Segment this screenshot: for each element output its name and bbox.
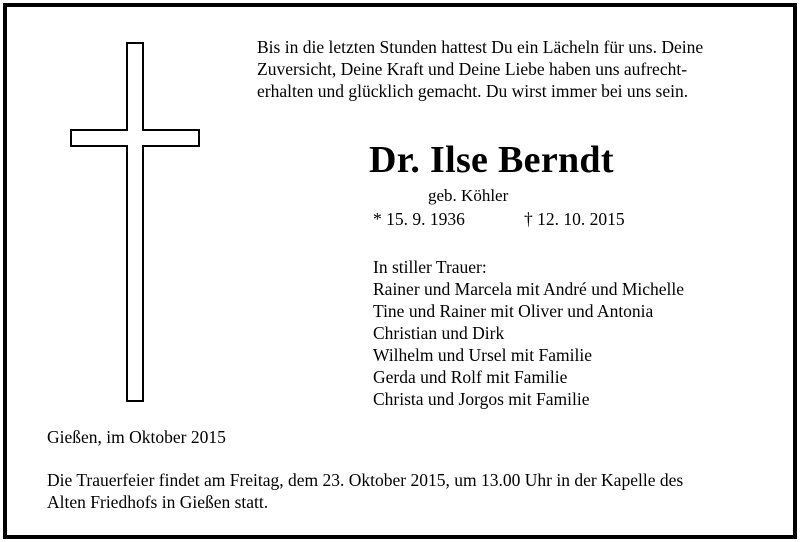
maiden-name: geb. Köhler (428, 186, 509, 205)
mourners-list (373, 256, 684, 410)
verse-line: erhalten und glücklich gemacht. Du wirst immer bei uns sein. (257, 81, 689, 101)
mourner-entry: Christian und Dirk (373, 323, 505, 343)
mourner-entry: Tine und Rainer mit Oliver und Antonia (373, 301, 654, 321)
deceased-name: Dr. Ilse Berndt (369, 139, 614, 181)
funeral-line: Die Trauerfeier findet am Freitag, dem 23. Oktober 2015, um 13.00 Uhr in der Kapelle des (47, 470, 684, 490)
cross-icon (70, 42, 200, 402)
verse-line: Bis in die letzten Stunden hattest Du ein Lächeln für uns. Deine (257, 37, 704, 57)
mourner-entry: Wilhelm und Ursel mit Familie (373, 345, 592, 365)
funeral-line: Alten Friedhofs in Gießen statt. (47, 492, 269, 512)
verse-line: Zuversicht, Deine Kraft und Deine Liebe haben uns aufrecht- (257, 59, 688, 79)
funeral-info (47, 469, 757, 513)
mourners-heading: In stiller Trauer: (373, 257, 487, 277)
birth-date: * 15. 9. 1936 (373, 209, 465, 229)
mourner-entry: Christa und Jorgos mit Familie (373, 389, 590, 409)
mourner-entry: Rainer und Marcela mit André und Michelle (373, 279, 685, 299)
place-and-date: Gießen, im Oktober 2015 (47, 427, 226, 447)
memorial-verse (257, 36, 756, 102)
death-date: † 12. 10. 2015 (524, 209, 625, 229)
mourner-entry: Gerda und Rolf mit Familie (373, 367, 568, 387)
